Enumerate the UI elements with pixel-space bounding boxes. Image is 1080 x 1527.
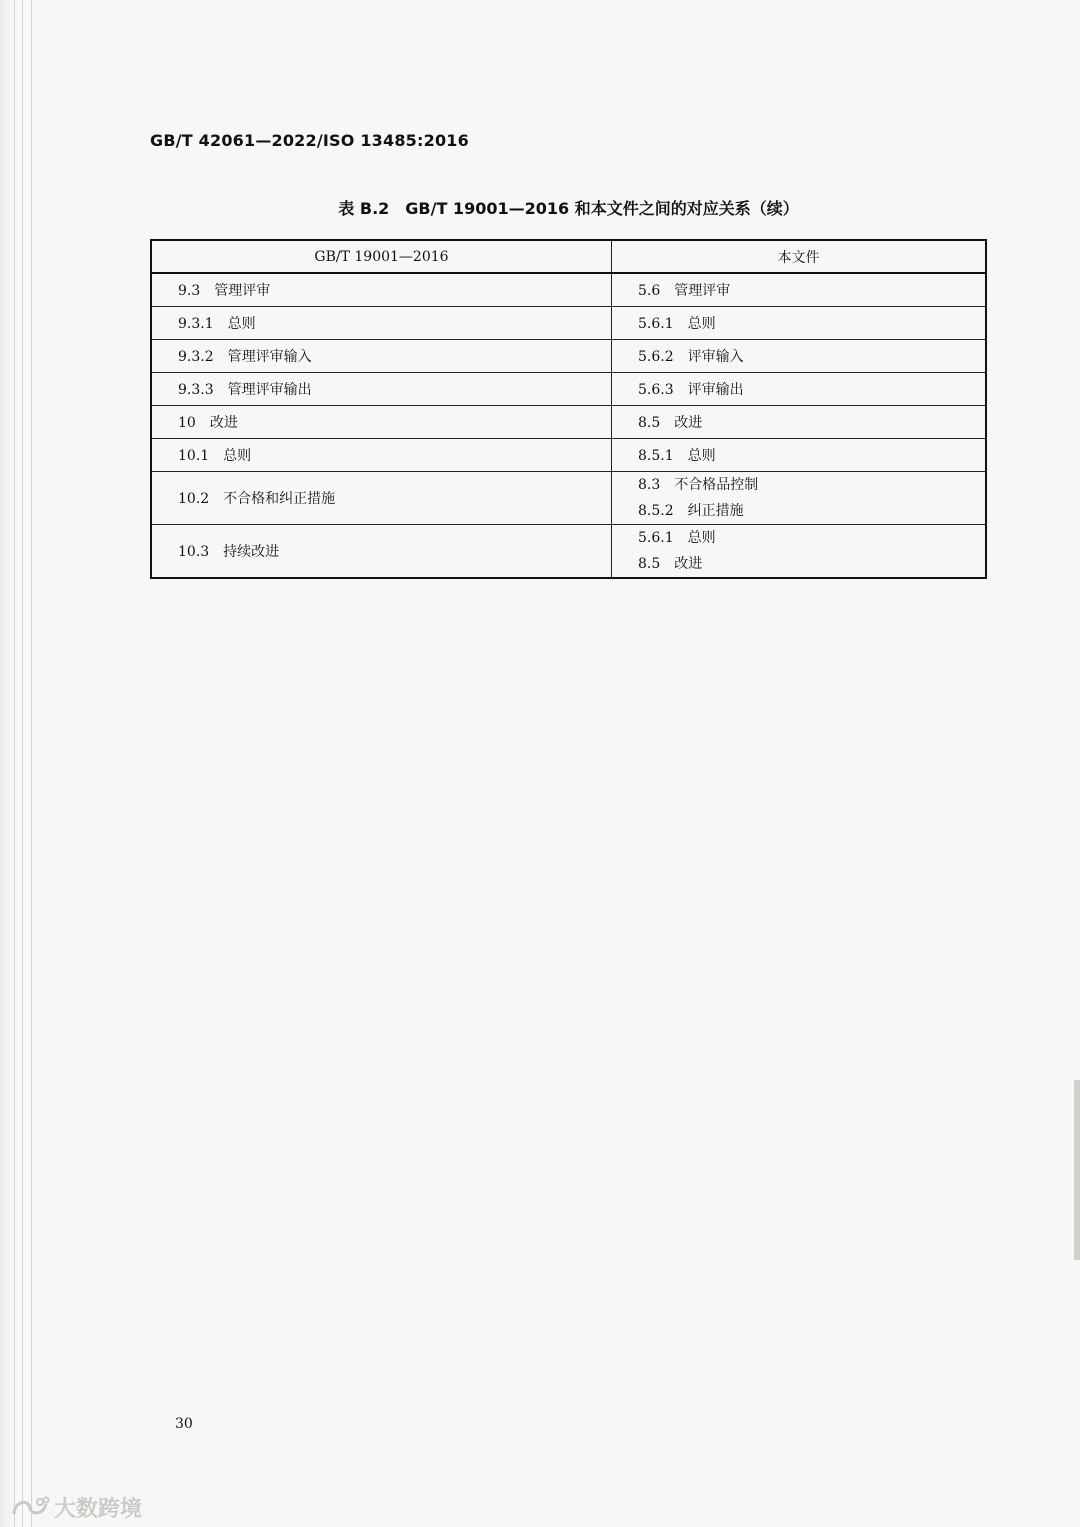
table-row xyxy=(151,406,986,439)
clause-number: 5.6.2 xyxy=(638,349,674,365)
scan-line xyxy=(31,0,32,1527)
clause-entry xyxy=(638,551,959,577)
cell-this-document-clause xyxy=(612,307,987,340)
clause-title: 不合格品控制 xyxy=(674,477,759,493)
clause-entry xyxy=(178,283,270,299)
clause-title: 总则 xyxy=(687,530,716,546)
cell-this-document-clause xyxy=(612,340,987,373)
clause-number: 5.6 xyxy=(638,283,661,299)
cell-gbt19001-clause xyxy=(151,307,612,340)
clause-number: 8.5.2 xyxy=(638,503,674,519)
clause-entry xyxy=(178,544,279,560)
table-row xyxy=(151,472,986,525)
cell-gbt19001-clause xyxy=(151,439,612,472)
clause-number: 10.1 xyxy=(178,448,210,464)
clause-number: 9.3 xyxy=(178,283,201,299)
clause-title: 总则 xyxy=(687,448,716,464)
cell-this-document-clause xyxy=(612,373,987,406)
clause-title: 不合格和纠正措施 xyxy=(223,491,336,507)
clause-number: 8.5.1 xyxy=(638,448,674,464)
clause-title: 总则 xyxy=(687,316,716,332)
clause-title: 改进 xyxy=(209,415,238,431)
clause-entry xyxy=(178,491,335,507)
cell-this-document-clause xyxy=(612,439,987,472)
clause-title: 评审输入 xyxy=(687,349,744,365)
clause-entry xyxy=(638,525,959,551)
table-row xyxy=(151,273,986,307)
clause-title: 持续改进 xyxy=(223,544,280,560)
clause-number: 8.5 xyxy=(638,556,661,572)
clause-title: 管理评审输入 xyxy=(227,349,312,365)
clause-number: 8.3 xyxy=(638,477,661,493)
clause-number: 5.6.1 xyxy=(638,530,674,546)
clause-number: 8.5 xyxy=(638,415,661,431)
clause-entry xyxy=(638,448,716,464)
table-row xyxy=(151,373,986,406)
correspondence-table xyxy=(150,239,987,579)
table-row xyxy=(151,439,986,472)
cell-this-document-clause xyxy=(612,273,987,307)
cell-this-document-clause xyxy=(612,406,987,439)
cell-gbt19001-clause xyxy=(151,525,612,579)
column-header-gbt19001: GB/T 19001—2016 xyxy=(151,240,612,273)
clause-title: 管理评审 xyxy=(214,283,271,299)
table-row xyxy=(151,307,986,340)
cell-gbt19001-clause xyxy=(151,373,612,406)
clause-entry xyxy=(638,349,744,365)
page-number: 30 xyxy=(175,1416,193,1432)
cell-gbt19001-clause xyxy=(151,406,612,439)
clause-number: 9.3.1 xyxy=(178,316,214,332)
clause-entry xyxy=(638,283,730,299)
clause-number: 10.2 xyxy=(178,491,210,507)
watermark xyxy=(10,1492,142,1523)
clause-title: 管理评审 xyxy=(674,283,731,299)
scan-shadow-right xyxy=(1074,1080,1080,1260)
table-header-row xyxy=(151,240,986,273)
clause-title: 总则 xyxy=(223,448,252,464)
clause-entry xyxy=(178,382,312,398)
scan-line xyxy=(14,0,15,1527)
watermark-logo-icon xyxy=(10,1494,50,1522)
cell-gbt19001-clause xyxy=(151,273,612,307)
clause-entry xyxy=(638,498,959,524)
watermark-text: 大数跨境 xyxy=(54,1497,143,1522)
clause-entry xyxy=(638,415,702,431)
clause-title: 评审输出 xyxy=(687,382,744,398)
clause-title: 改进 xyxy=(674,556,703,572)
clause-number: 10.3 xyxy=(178,544,210,560)
clause-number: 5.6.1 xyxy=(638,316,674,332)
clause-title: 总则 xyxy=(227,316,256,332)
cell-gbt19001-clause xyxy=(151,340,612,373)
cell-gbt19001-clause xyxy=(151,472,612,525)
clause-title: 改进 xyxy=(674,415,703,431)
column-header-this-document: 本文件 xyxy=(612,240,987,273)
clause-entry xyxy=(178,448,251,464)
table-row xyxy=(151,340,986,373)
clause-entry xyxy=(178,349,312,365)
clause-title: 纠正措施 xyxy=(687,503,744,519)
clause-number: 9.3.2 xyxy=(178,349,214,365)
scan-shadow-left xyxy=(0,0,34,1527)
table-caption: 表 B.2 GB/T 19001—2016 和本文件之间的对应关系（续） xyxy=(338,199,799,218)
cell-this-document-clause xyxy=(612,525,987,579)
clause-number: 5.6.3 xyxy=(638,382,674,398)
clause-entry xyxy=(178,316,256,332)
document-id: GB/T 42061—2022/ISO 13485:2016 xyxy=(150,131,469,150)
clause-entry xyxy=(638,382,744,398)
clause-entry xyxy=(178,415,238,431)
clause-entry xyxy=(638,472,959,498)
clause-number: 9.3.3 xyxy=(178,382,214,398)
clause-title: 管理评审输出 xyxy=(227,382,312,398)
clause-number: 10 xyxy=(178,415,196,431)
table-body xyxy=(151,273,986,578)
table-row xyxy=(151,525,986,579)
clause-entry xyxy=(638,316,716,332)
scan-line xyxy=(22,0,23,1527)
cell-this-document-clause xyxy=(612,472,987,525)
